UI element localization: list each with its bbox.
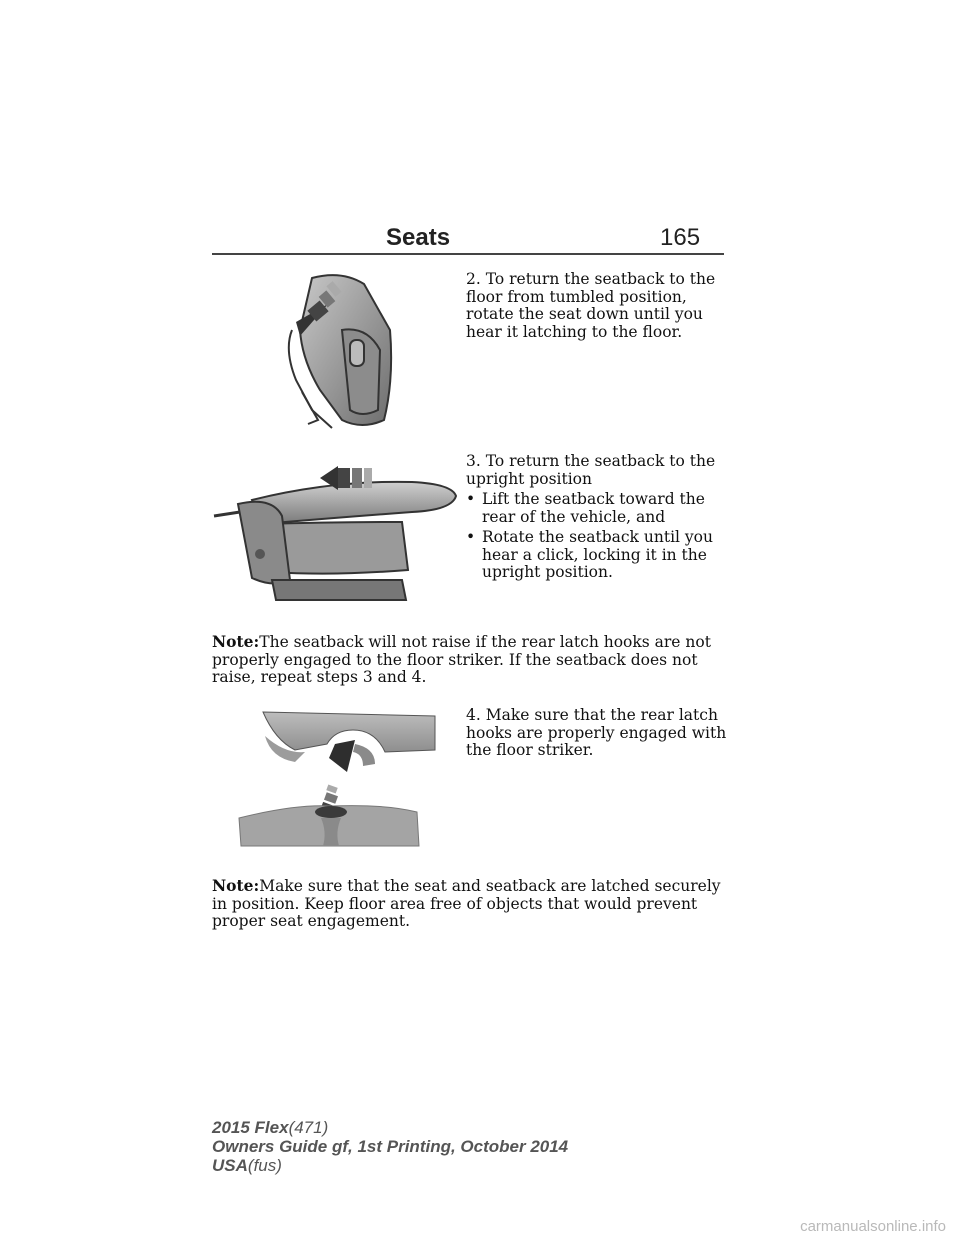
footer-guide: Owners Guide gf, 1st Printing, October 2014: [212, 1137, 569, 1156]
tumbled-seat-illustration: [272, 270, 402, 432]
page-number: 165: [660, 224, 701, 251]
footer-region-code: (fus): [247, 1156, 282, 1175]
header-rule: [212, 253, 724, 255]
folded-seat-illustration: [212, 460, 462, 610]
bullet-item: • Rotate the seatback until you hear a click, locking it in the upright position.: [466, 529, 728, 582]
footer-model: 2015 Flex: [212, 1118, 289, 1137]
step-3-bullets: [466, 491, 728, 582]
document-footer: [212, 1118, 568, 1175]
note-text: The seatback will not raise if the rear latch hooks are not properly engaged to the floor striker. If the seatback does not raise, repeat steps 3 and 4.: [212, 633, 711, 686]
footer-model-code: (471): [288, 1118, 329, 1137]
step-2-text: 2. To return the seatback to the floor from tumbled position, rotate the seat down until you hear it latching to the floor.: [466, 270, 716, 341]
bullet-item: • Lift the seatback toward the rear of the vehicle, and: [466, 491, 728, 526]
note-text: Make sure that the seat and seatback are latched securely in position. Keep floor area free of objects that would prevent proper seat engagement.: [212, 877, 721, 930]
latch-striker-illustration: [235, 700, 445, 848]
step-3-block: [466, 453, 728, 582]
step-4-text: 4. Make sure that the rear latch hooks are properly engaged with the floor striker.: [466, 706, 727, 759]
note-2: [212, 877, 724, 931]
step-3-intro: 3. To return the seatback to the upright position: [466, 452, 716, 488]
note-label: Note:: [212, 876, 260, 895]
note-1: [212, 633, 724, 687]
footer-region: USA: [212, 1156, 248, 1175]
section-title: Seats: [386, 224, 451, 251]
note-label: Note:: [212, 632, 260, 651]
watermark: carmanualsonline.info: [800, 1218, 946, 1235]
